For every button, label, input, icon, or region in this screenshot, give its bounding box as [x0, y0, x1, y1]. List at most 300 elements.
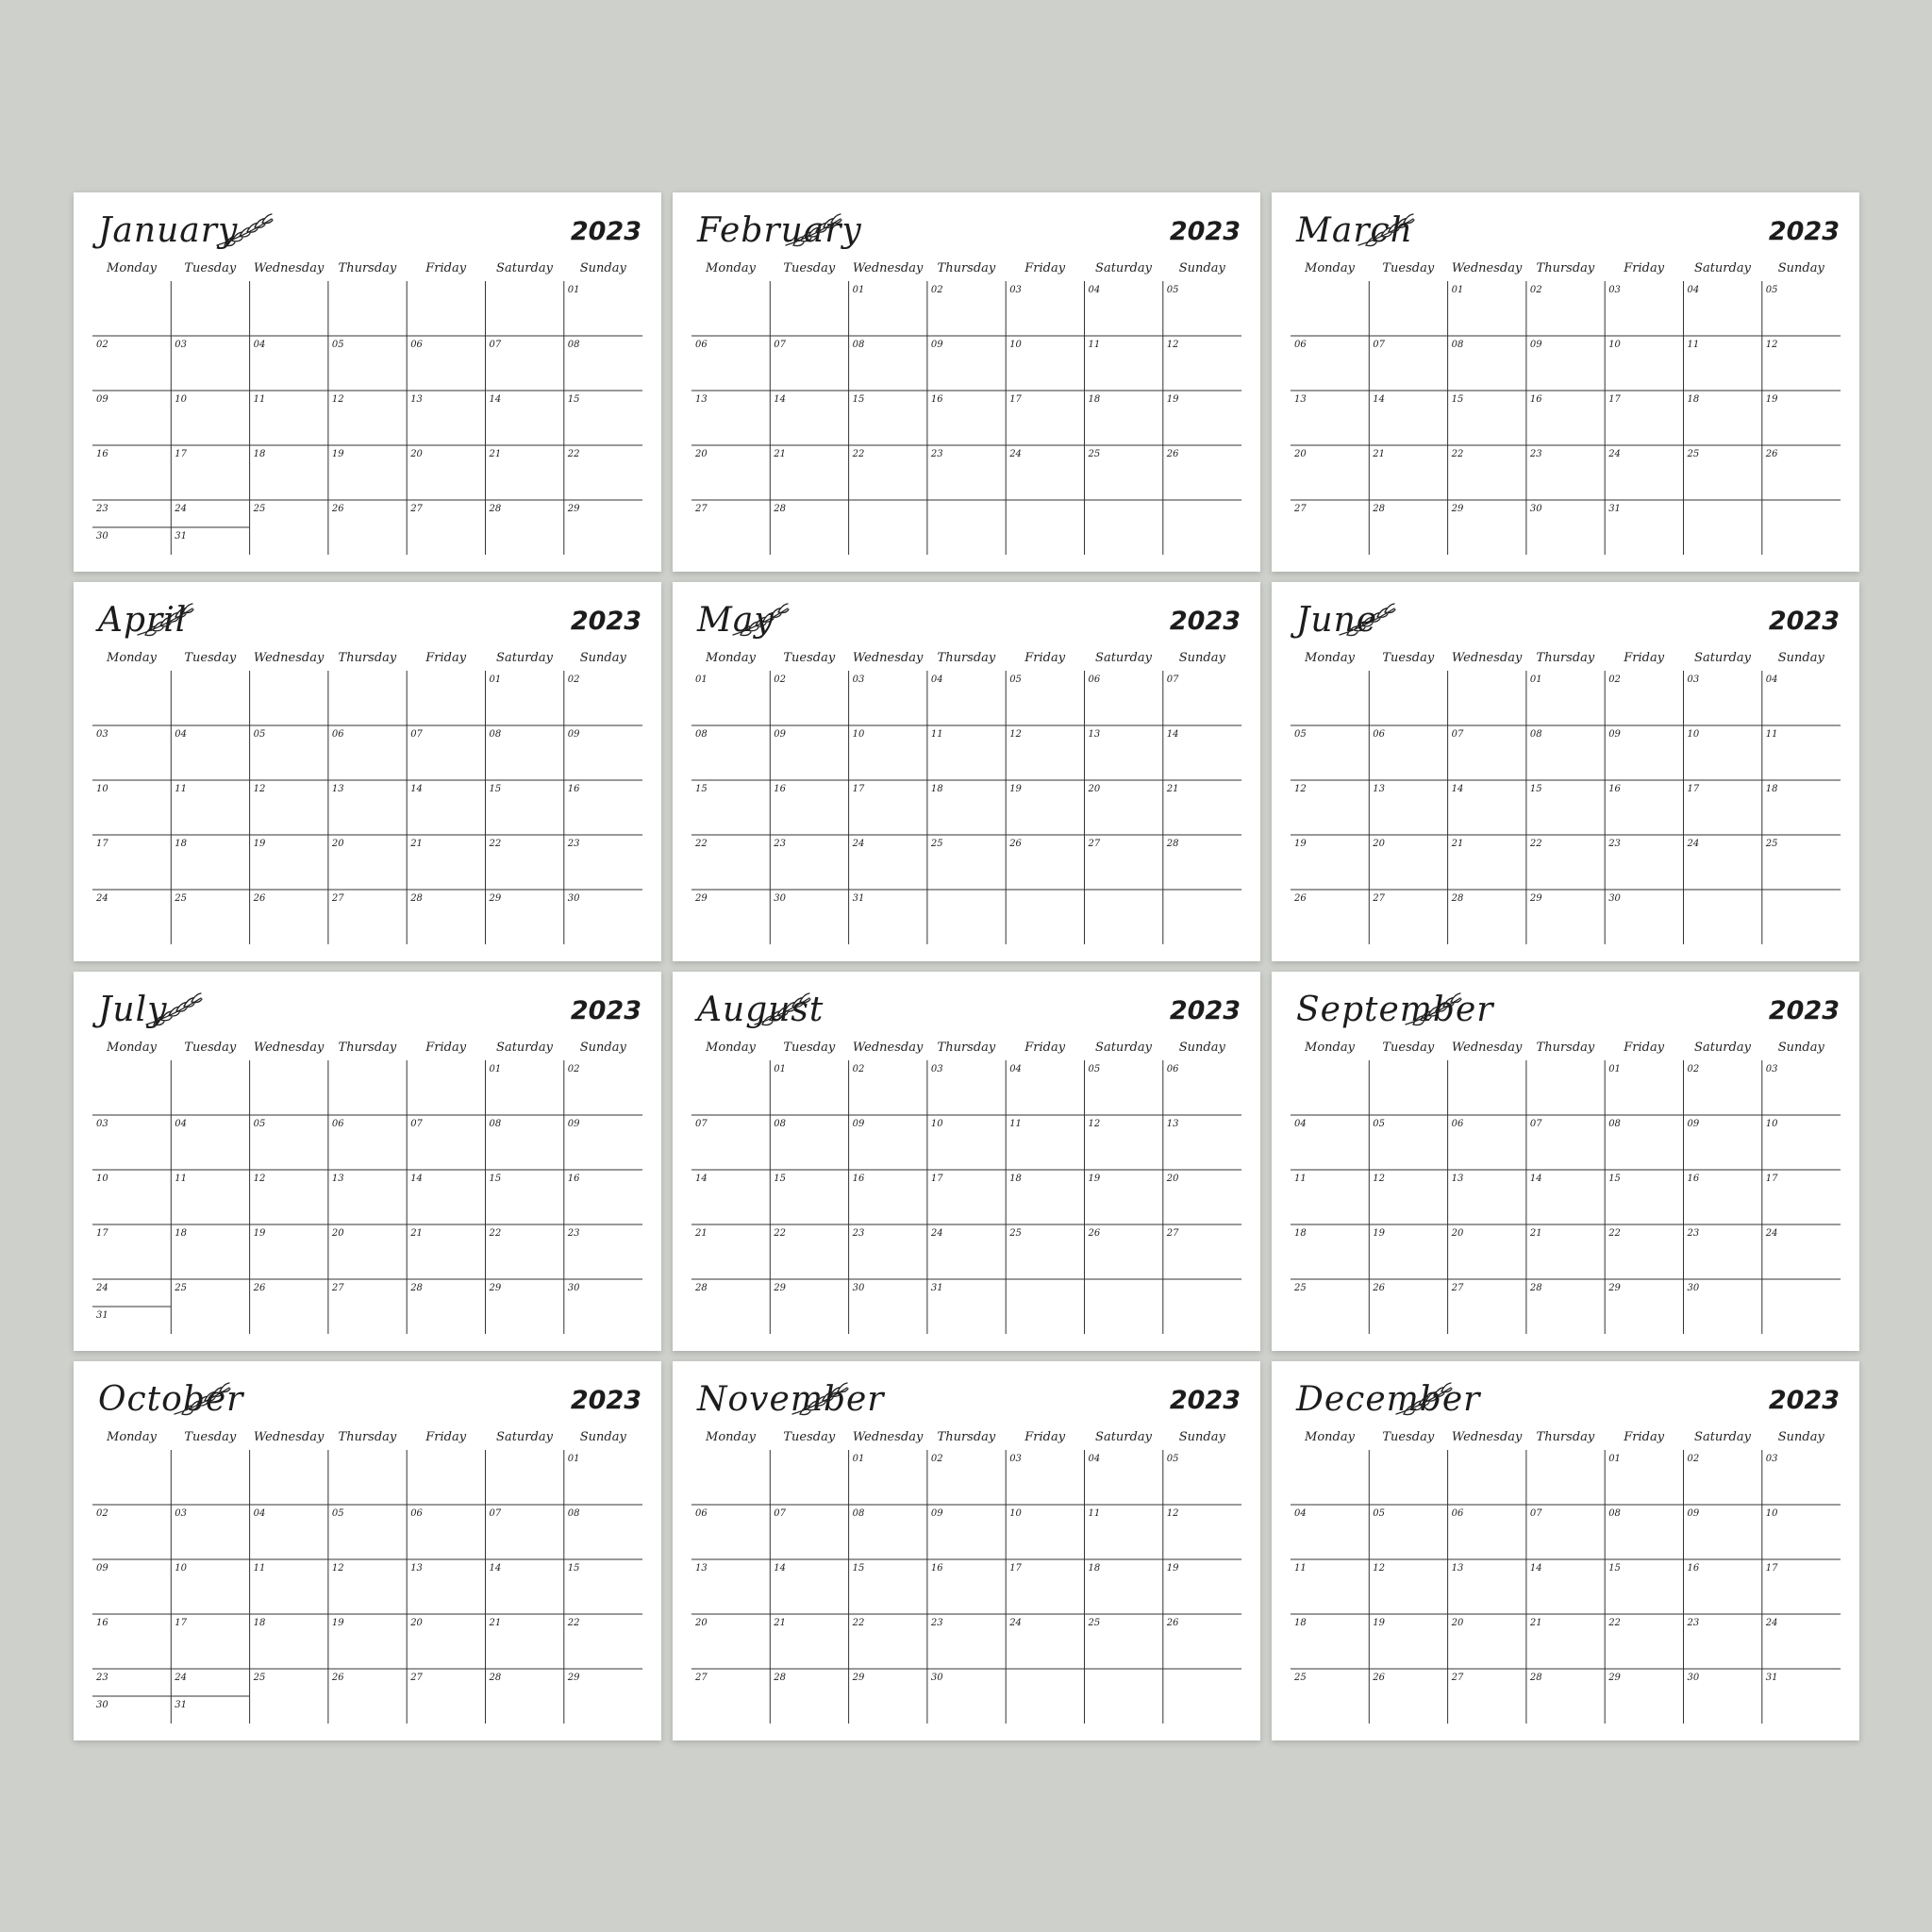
weekday-header: Thursday	[937, 261, 996, 275]
day-number: 02	[930, 285, 943, 295]
day-number: 03	[1009, 285, 1022, 295]
weekday-header: Tuesday	[783, 261, 836, 275]
weekday-header: Wednesday	[852, 1430, 924, 1444]
year-label: 2023	[1169, 217, 1241, 246]
day-number: 26	[1166, 449, 1179, 459]
weekday-header: Monday	[706, 1041, 756, 1055]
day-number: 15	[567, 394, 580, 405]
day-number: 26	[331, 1673, 344, 1683]
day-number: 22	[852, 449, 865, 459]
weekday-header: Tuesday	[184, 261, 237, 275]
day-number: 09	[1687, 1119, 1700, 1129]
weekday-header: Monday	[706, 651, 756, 665]
day-number: 13	[1294, 394, 1307, 405]
day-number: 04	[253, 1508, 266, 1519]
day-number: 30	[96, 531, 108, 541]
day-number: 11	[1088, 1508, 1101, 1519]
day-number: 08	[1529, 729, 1542, 740]
day-number: 20	[331, 1228, 344, 1239]
day-number: 25	[175, 1283, 188, 1293]
weekday-header: Friday	[425, 1041, 467, 1055]
day-number: 24	[1687, 839, 1700, 849]
day-number: 10	[96, 784, 108, 794]
day-number: 23	[1529, 449, 1542, 459]
calendar-grid	[74, 1361, 661, 1740]
weekday-header: Friday	[1024, 1430, 1066, 1444]
month-title: February	[697, 211, 862, 250]
day-number: 20	[410, 1618, 423, 1628]
day-number: 15	[1451, 394, 1464, 405]
day-number: 27	[331, 893, 344, 904]
day-number: 19	[1166, 394, 1179, 405]
calendar-grid	[1272, 1361, 1859, 1740]
month-card-february	[673, 192, 1260, 572]
day-number: 04	[1294, 1508, 1307, 1519]
day-number: 20	[695, 449, 708, 459]
weekday-header: Wednesday	[253, 651, 325, 665]
day-number: 25	[175, 893, 188, 904]
day-number: 18	[1088, 394, 1101, 405]
day-number: 10	[1687, 729, 1700, 740]
day-number: 17	[1009, 394, 1022, 405]
weekday-header: Thursday	[937, 1041, 996, 1055]
day-number: 12	[1009, 729, 1022, 740]
weekday-header: Friday	[425, 1430, 467, 1444]
day-number: 22	[774, 1228, 787, 1239]
day-number: 19	[1373, 1618, 1386, 1628]
weekday-header: Tuesday	[783, 1430, 836, 1444]
weekday-header: Monday	[107, 1430, 157, 1444]
day-number: 28	[695, 1283, 708, 1293]
day-number: 11	[1009, 1119, 1022, 1129]
day-number: 28	[1373, 504, 1386, 514]
day-number: 06	[1373, 729, 1386, 740]
day-number: 11	[1765, 729, 1778, 740]
weekday-header: Saturday	[1694, 651, 1751, 665]
weekday-header: Tuesday	[184, 1430, 237, 1444]
day-number: 03	[930, 1064, 943, 1074]
day-number: 03	[175, 1508, 188, 1519]
weekday-header: Tuesday	[1382, 1430, 1435, 1444]
weekday-header: Sunday	[1777, 1430, 1824, 1444]
day-number: 16	[930, 394, 943, 405]
day-number: 18	[1088, 1563, 1101, 1574]
day-number: 15	[852, 1563, 865, 1574]
day-number: 03	[96, 729, 108, 740]
weekday-header: Saturday	[1095, 1430, 1152, 1444]
day-number: 21	[489, 1618, 502, 1628]
weekday-header: Friday	[425, 261, 467, 275]
day-number: 21	[1373, 449, 1386, 459]
day-number: 19	[1166, 1563, 1179, 1574]
day-number: 30	[567, 893, 580, 904]
day-number: 14	[1529, 1174, 1542, 1184]
day-number: 08	[1608, 1119, 1621, 1129]
weekday-header: Monday	[1305, 261, 1355, 275]
month-card-july	[74, 972, 661, 1351]
day-number: 06	[1166, 1064, 1179, 1074]
day-number: 05	[1765, 285, 1778, 295]
weekday-header: Saturday	[1095, 1041, 1152, 1055]
day-number: 27	[1294, 504, 1307, 514]
day-number: 15	[695, 784, 708, 794]
day-number: 20	[1166, 1174, 1179, 1184]
day-number: 25	[1294, 1673, 1307, 1683]
day-number: 28	[1166, 839, 1179, 849]
weekday-header: Monday	[107, 1041, 157, 1055]
day-number: 02	[852, 1064, 865, 1074]
day-number: 10	[175, 394, 188, 405]
day-number: 02	[567, 675, 580, 685]
day-number: 03	[1608, 285, 1621, 295]
day-number: 13	[331, 784, 344, 794]
day-number: 27	[1451, 1673, 1464, 1683]
day-number: 25	[930, 839, 943, 849]
day-number: 28	[774, 1673, 787, 1683]
day-number: 27	[695, 1673, 708, 1683]
day-number: 09	[930, 340, 943, 350]
year-label: 2023	[570, 1386, 641, 1415]
day-number: 06	[1451, 1508, 1464, 1519]
day-number: 23	[96, 1673, 108, 1683]
day-number: 17	[852, 784, 865, 794]
day-number: 24	[1765, 1228, 1778, 1239]
weekday-header: Wednesday	[852, 261, 924, 275]
day-number: 12	[1166, 340, 1179, 350]
day-number: 13	[410, 1563, 423, 1574]
day-number: 07	[1373, 340, 1386, 350]
day-number: 21	[410, 1228, 423, 1239]
weekday-header: Monday	[1305, 1430, 1355, 1444]
weekday-header: Wednesday	[1451, 261, 1523, 275]
day-number: 17	[1009, 1563, 1022, 1574]
day-number: 02	[930, 1454, 943, 1464]
day-number: 25	[1687, 449, 1700, 459]
day-number: 18	[1687, 394, 1700, 405]
day-number: 01	[774, 1064, 787, 1074]
day-number: 05	[1009, 675, 1022, 685]
day-number: 15	[1608, 1174, 1621, 1184]
day-number: 24	[96, 893, 108, 904]
day-number: 24	[96, 1283, 108, 1293]
day-number: 06	[695, 1508, 708, 1519]
month-title: December	[1296, 1380, 1481, 1419]
calendar-grid	[74, 192, 661, 572]
day-number: 27	[1451, 1283, 1464, 1293]
day-number: 01	[1608, 1064, 1621, 1074]
day-number: 17	[175, 449, 188, 459]
calendar-grid	[1272, 582, 1859, 961]
month-card-september	[1272, 972, 1859, 1351]
day-number: 06	[1088, 675, 1101, 685]
day-number: 16	[1608, 784, 1621, 794]
day-number: 22	[695, 839, 708, 849]
day-number: 09	[567, 1119, 580, 1129]
day-number: 14	[410, 1174, 423, 1184]
day-number: 18	[253, 1618, 266, 1628]
calendar-grid	[673, 1361, 1260, 1740]
day-number: 20	[1451, 1228, 1464, 1239]
day-number: 06	[695, 340, 708, 350]
day-number: 15	[489, 784, 502, 794]
day-number: 04	[1009, 1064, 1022, 1074]
day-number: 23	[567, 1228, 580, 1239]
day-number: 04	[1294, 1119, 1307, 1129]
day-number: 24	[1765, 1618, 1778, 1628]
weekday-header: Thursday	[338, 651, 397, 665]
day-number: 28	[410, 893, 423, 904]
day-number: 17	[175, 1618, 188, 1628]
weekday-header: Tuesday	[184, 651, 237, 665]
day-number: 10	[1765, 1119, 1778, 1129]
day-number: 08	[695, 729, 708, 740]
day-number: 05	[1166, 1454, 1179, 1464]
day-number: 04	[175, 1119, 188, 1129]
weekday-header: Saturday	[1095, 261, 1152, 275]
day-number: 18	[253, 449, 266, 459]
day-number: 13	[695, 1563, 708, 1574]
day-number: 19	[1088, 1174, 1101, 1184]
day-number: 19	[331, 1618, 344, 1628]
year-label: 2023	[1768, 217, 1840, 246]
day-number: 28	[774, 504, 787, 514]
day-number: 29	[1608, 1283, 1621, 1293]
day-number: 29	[489, 893, 502, 904]
day-number: 12	[331, 394, 344, 405]
day-number: 22	[852, 1618, 865, 1628]
weekday-header: Tuesday	[1382, 1041, 1435, 1055]
day-number: 03	[1009, 1454, 1022, 1464]
day-number: 07	[1166, 675, 1179, 685]
weekday-header: Thursday	[338, 261, 397, 275]
day-number: 25	[1009, 1228, 1022, 1239]
day-number: 08	[489, 729, 502, 740]
weekday-header: Tuesday	[783, 651, 836, 665]
day-number: 15	[852, 394, 865, 405]
day-number: 03	[1765, 1064, 1778, 1074]
weekday-header: Sunday	[1178, 261, 1225, 275]
day-number: 20	[1373, 839, 1386, 849]
weekday-header: Wednesday	[1451, 651, 1523, 665]
day-number: 31	[96, 1310, 108, 1321]
weekday-header: Tuesday	[1382, 261, 1435, 275]
day-number: 01	[567, 1454, 580, 1464]
day-number: 13	[1451, 1563, 1464, 1574]
calendar-grid	[74, 582, 661, 961]
day-number: 08	[567, 340, 580, 350]
month-title: March	[1296, 211, 1413, 250]
day-number: 16	[567, 1174, 580, 1184]
day-number: 31	[175, 1700, 188, 1710]
day-number: 03	[175, 340, 188, 350]
day-number: 03	[1765, 1454, 1778, 1464]
weekday-header: Tuesday	[783, 1041, 836, 1055]
weekday-header: Wednesday	[253, 261, 325, 275]
day-number: 30	[96, 1700, 108, 1710]
weekday-header: Wednesday	[852, 1041, 924, 1055]
day-number: 16	[1529, 394, 1542, 405]
day-number: 23	[930, 449, 943, 459]
day-number: 08	[852, 340, 865, 350]
day-number: 12	[1294, 784, 1307, 794]
day-number: 13	[1451, 1174, 1464, 1184]
day-number: 14	[410, 784, 423, 794]
day-number: 16	[96, 449, 108, 459]
day-number: 11	[175, 784, 188, 794]
day-number: 25	[1088, 449, 1101, 459]
day-number: 14	[1529, 1563, 1542, 1574]
weekday-header: Saturday	[496, 651, 553, 665]
day-number: 26	[1009, 839, 1022, 849]
day-number: 09	[930, 1508, 943, 1519]
day-number: 10	[96, 1174, 108, 1184]
day-number: 02	[96, 1508, 108, 1519]
day-number: 30	[930, 1673, 943, 1683]
day-number: 01	[489, 675, 502, 685]
year-label: 2023	[1169, 996, 1241, 1025]
day-number: 26	[331, 504, 344, 514]
day-number: 13	[695, 394, 708, 405]
weekday-header: Sunday	[579, 651, 626, 665]
day-number: 06	[1294, 340, 1307, 350]
weekday-header: Wednesday	[1451, 1430, 1523, 1444]
day-number: 03	[96, 1119, 108, 1129]
day-number: 03	[852, 675, 865, 685]
weekday-header: Thursday	[1536, 651, 1595, 665]
weekday-header: Thursday	[338, 1430, 397, 1444]
weekday-header: Sunday	[1178, 651, 1225, 665]
day-number: 10	[1009, 340, 1022, 350]
day-number: 19	[1294, 839, 1307, 849]
day-number: 22	[1451, 449, 1464, 459]
day-number: 10	[1009, 1508, 1022, 1519]
day-number: 09	[1529, 340, 1542, 350]
day-number: 24	[1009, 1618, 1022, 1628]
day-number: 19	[1009, 784, 1022, 794]
year-label: 2023	[570, 607, 641, 636]
day-number: 09	[852, 1119, 865, 1129]
day-number: 25	[253, 504, 266, 514]
day-number: 05	[331, 1508, 344, 1519]
day-number: 23	[96, 504, 108, 514]
year-label: 2023	[1768, 1386, 1840, 1415]
weekday-header: Monday	[1305, 1041, 1355, 1055]
day-number: 16	[96, 1618, 108, 1628]
day-number: 28	[1451, 893, 1464, 904]
day-number: 05	[1166, 285, 1179, 295]
day-number: 28	[410, 1283, 423, 1293]
day-number: 14	[1451, 784, 1464, 794]
day-number: 28	[489, 1673, 502, 1683]
month-card-august	[673, 972, 1260, 1351]
day-number: 25	[253, 1673, 266, 1683]
day-number: 10	[1608, 340, 1621, 350]
day-number: 15	[774, 1174, 787, 1184]
day-number: 28	[489, 504, 502, 514]
day-number: 26	[253, 893, 266, 904]
day-number: 20	[1294, 449, 1307, 459]
month-card-april	[74, 582, 661, 961]
day-number: 07	[410, 1119, 423, 1129]
day-number: 22	[1529, 839, 1542, 849]
day-number: 11	[1294, 1174, 1307, 1184]
day-number: 30	[852, 1283, 865, 1293]
day-number: 10	[930, 1119, 943, 1129]
month-card-may	[673, 582, 1260, 961]
month-card-december	[1272, 1361, 1859, 1740]
day-number: 28	[1529, 1673, 1542, 1683]
calendar-grid	[673, 972, 1260, 1351]
day-number: 05	[253, 729, 266, 740]
day-number: 01	[695, 675, 708, 685]
month-title: July	[98, 991, 168, 1029]
calendar-grid	[1272, 192, 1859, 572]
month-card-march	[1272, 192, 1859, 572]
weekday-header: Wednesday	[1451, 1041, 1523, 1055]
day-number: 12	[253, 1174, 266, 1184]
day-number: 09	[567, 729, 580, 740]
day-number: 19	[331, 449, 344, 459]
day-number: 29	[852, 1673, 865, 1683]
day-number: 29	[567, 504, 580, 514]
day-number: 10	[175, 1563, 188, 1574]
day-number: 22	[567, 449, 580, 459]
day-number: 12	[1373, 1563, 1386, 1574]
day-number: 02	[1608, 675, 1621, 685]
year-label: 2023	[1169, 1386, 1241, 1415]
day-number: 18	[1294, 1618, 1307, 1628]
day-number: 12	[1166, 1508, 1179, 1519]
weekday-header: Saturday	[496, 1430, 553, 1444]
day-number: 29	[774, 1283, 787, 1293]
day-number: 14	[774, 394, 787, 405]
day-number: 20	[695, 1618, 708, 1628]
day-number: 04	[1765, 675, 1778, 685]
day-number: 09	[774, 729, 787, 740]
day-number: 26	[1088, 1228, 1101, 1239]
day-number: 29	[489, 1283, 502, 1293]
weekday-header: Sunday	[1178, 1430, 1225, 1444]
weekday-header: Wednesday	[253, 1041, 325, 1055]
day-number: 03	[1687, 675, 1700, 685]
day-number: 08	[852, 1508, 865, 1519]
day-number: 02	[1529, 285, 1542, 295]
day-number: 26	[1373, 1283, 1386, 1293]
day-number: 15	[489, 1174, 502, 1184]
weekday-header: Friday	[1024, 261, 1066, 275]
day-number: 18	[175, 839, 188, 849]
day-number: 26	[1166, 1618, 1179, 1628]
day-number: 19	[1373, 1228, 1386, 1239]
day-number: 27	[410, 1673, 423, 1683]
day-number: 02	[96, 340, 108, 350]
weekday-header: Sunday	[1178, 1041, 1225, 1055]
day-number: 07	[489, 1508, 502, 1519]
day-number: 24	[175, 1673, 188, 1683]
day-number: 17	[1687, 784, 1700, 794]
day-number: 12	[1088, 1119, 1101, 1129]
day-number: 21	[1166, 784, 1179, 794]
day-number: 01	[852, 1454, 865, 1464]
day-number: 01	[489, 1064, 502, 1074]
day-number: 10	[1765, 1508, 1778, 1519]
month-card-october	[74, 1361, 661, 1740]
calendar-grid	[673, 192, 1260, 572]
day-number: 25	[1088, 1618, 1101, 1628]
day-number: 18	[1009, 1174, 1022, 1184]
day-number: 24	[1009, 449, 1022, 459]
day-number: 14	[1166, 729, 1179, 740]
